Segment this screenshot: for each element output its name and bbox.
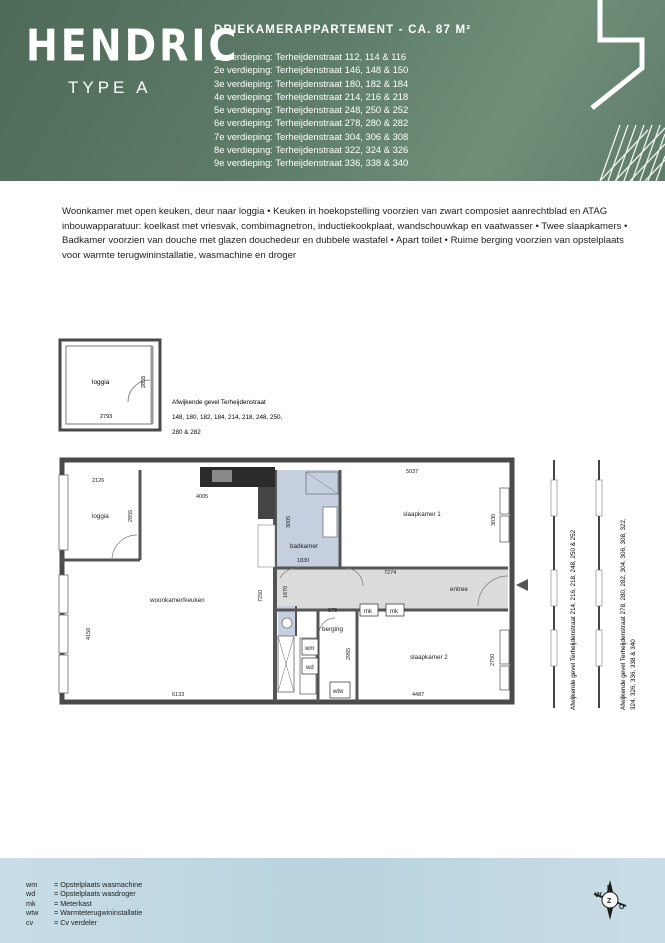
apartment-description: Woonkamer met open keuken, deur naar loggia • Keuken in hoekopstelling voorzien van zwart composiet aanrechtblad en ATAG inbouwapparatuur: koelkast met vriesvak, combimagnetron, inductiekookplaat, wandschouwkap en vaatwasser • Twee slaapkamers • Badkamer voorzien van douche met glazen douchedeur en dubbele wastafel • Apart toilet • Ruime berging voorzien van opstelplaats voor warmte terugwininstallatie, wasmachine en droger bbox=[62, 206, 628, 261]
side-strip-2 bbox=[596, 460, 637, 710]
dim-4487: 4487 bbox=[412, 692, 425, 698]
floor-item: 5e verdieping: Terheijdenstraat 248, 250 & 252 bbox=[214, 104, 409, 116]
dim-2126: 2126 bbox=[92, 478, 105, 484]
compass-w: W bbox=[595, 892, 602, 899]
fixture-mk1-label: mk bbox=[364, 609, 372, 615]
legend-item: wm = Opstelplaats wasmachine bbox=[26, 880, 143, 889]
brand-logo: HENDRIC bbox=[26, 20, 240, 71]
kitchen-appliance bbox=[258, 487, 275, 519]
dim-1670: 1670 bbox=[283, 585, 289, 598]
compass-icon bbox=[590, 878, 630, 922]
alt-note-numbers-1: 148, 180, 182, 184, 214, 218, 248, 250, bbox=[172, 414, 283, 421]
type-label: TYPE A bbox=[68, 78, 152, 97]
floor-item: 3e verdieping: Terheijdenstraat 180, 182 & 184 bbox=[214, 77, 409, 89]
dim-2855: 2855 bbox=[128, 509, 134, 522]
fixture-wm-label: wm bbox=[305, 646, 315, 652]
alt-note-numbers-2: 280 & 282 bbox=[172, 429, 201, 436]
dim-3005: 3005 bbox=[286, 515, 292, 528]
alt-note-title: Afwijkende gevel Terheijdenstraat bbox=[172, 399, 266, 406]
dim-7274: 7274 bbox=[384, 570, 397, 576]
header-banner bbox=[0, 0, 665, 181]
sink bbox=[323, 507, 337, 537]
floor-item: 6e verdieping: Terheijdenstraat 278, 280 & 282 bbox=[214, 117, 409, 129]
dim-3030: 3030 bbox=[491, 513, 497, 526]
dim-5037: 5037 bbox=[406, 469, 419, 475]
dim-2965: 2965 bbox=[346, 647, 352, 660]
floor-item: 8e verdieping: Terheijdenstraat 322, 324 & 326 bbox=[214, 144, 409, 156]
dim-6133: 6133 bbox=[172, 692, 185, 698]
room-slaapkamer1-label: slaapkamer 1 bbox=[403, 511, 441, 518]
floor-item: 9e verdieping: Terheijdenstraat 336, 338 & 340 bbox=[214, 157, 409, 169]
fixture-mk2-label: mk bbox=[390, 609, 398, 615]
side-note-2a: Afwijkende gevel Terheijdenstraat 278, 280, 282, 304, 306, 308, 322, bbox=[620, 518, 627, 710]
legend-item: wtw = Warmteterugwininstallatie bbox=[26, 908, 143, 918]
floor-plan bbox=[0, 330, 665, 730]
alt-loggia-plan bbox=[60, 340, 160, 430]
room-badkamer-label: badkamer bbox=[290, 543, 319, 550]
legend-band bbox=[0, 858, 665, 943]
decorative-lines bbox=[560, 0, 665, 181]
side-strip-1 bbox=[551, 460, 577, 710]
dim-2750: 2750 bbox=[490, 653, 496, 666]
dim-4150: 4150 bbox=[86, 627, 92, 640]
compass-z: Z bbox=[607, 898, 612, 905]
compass-o: O bbox=[619, 904, 625, 911]
floor-list bbox=[214, 50, 408, 170]
fixture-wd-label: wd bbox=[306, 665, 314, 671]
entrance-arrow-icon bbox=[516, 579, 528, 591]
dim-7250: 7250 bbox=[258, 589, 264, 602]
room-berging-label: berging bbox=[322, 626, 344, 633]
dim-975: 975 bbox=[328, 608, 338, 614]
floor-item: 1e verdieping: Terheijdenstraat 112, 114 & 116 bbox=[214, 51, 407, 62]
alt-loggia-dim-height: 2855 bbox=[141, 375, 147, 388]
kitchen-counter bbox=[200, 467, 275, 487]
room-loggia-label: loggia bbox=[92, 513, 109, 520]
fixture-wtw-label: wtw bbox=[333, 689, 344, 695]
dim-4005: 4005 bbox=[196, 494, 209, 500]
alt-loggia-dim-width: 2793 bbox=[100, 414, 113, 420]
legend-item: mk = Meterkast bbox=[26, 898, 92, 908]
floor-item: 2e verdieping: Terheijdenstraat 146, 148 & 150 bbox=[214, 64, 409, 76]
room-entree-label: entree bbox=[450, 586, 468, 593]
legend-item: cv = Cv verdeler bbox=[26, 917, 97, 927]
floor-item: 4e verdieping: Terheijdenstraat 214, 216 & 218 bbox=[214, 90, 409, 102]
dim-1830: 1830 bbox=[297, 558, 310, 564]
floor-item: 7e verdieping: Terheijdenstraat 304, 306 & 308 bbox=[214, 130, 409, 142]
apartment-title: DRIEKAMERAPPARTEMENT - CA. 87 M² bbox=[214, 24, 472, 36]
main-plan bbox=[59, 460, 512, 702]
side-note-2b: 324, 326, 336, 338 & 340 bbox=[630, 639, 637, 710]
compass-n: N bbox=[607, 885, 613, 892]
alt-loggia-label: loggia bbox=[92, 379, 110, 386]
room-slaapkamer2-label: slaapkamer 2 bbox=[410, 654, 448, 661]
legend-item: wd = Opstelplaats wasdroger bbox=[26, 889, 136, 899]
room-woonkamer-label: woonkamer/keuken bbox=[150, 597, 205, 604]
toilet bbox=[282, 618, 292, 628]
legend bbox=[26, 880, 142, 927]
side-note-1: Afwijkende gevel Terheijdenstraat 214, 216, 218, 248, 250 & 252 bbox=[570, 529, 577, 710]
